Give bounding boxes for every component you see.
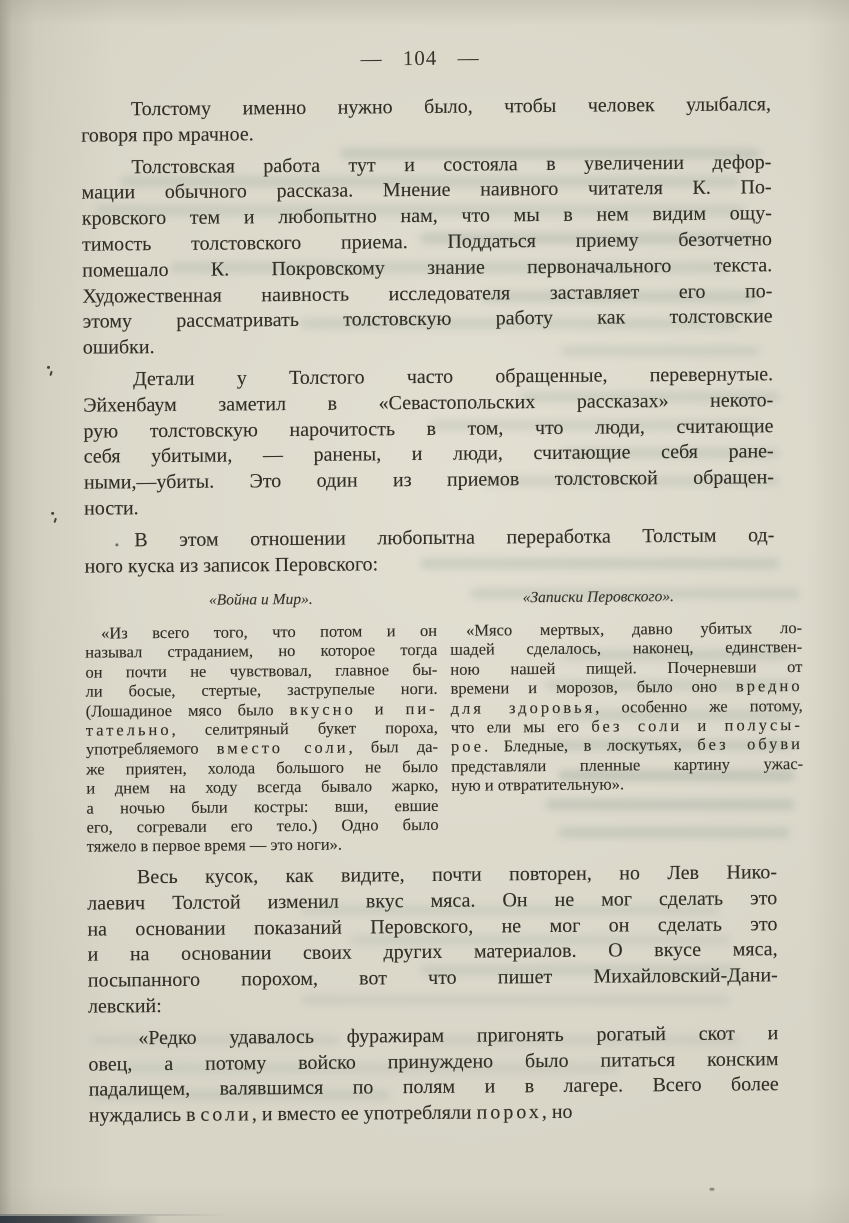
ink-speck	[49, 371, 52, 376]
text-line: ную и отвратительную».	[451, 774, 625, 796]
text-line: падалищем, валявшимся по полям и в лагере. Всего более	[88, 1073, 779, 1101]
ink-speck	[115, 543, 118, 546]
text-line: Детали у Толстого часто обращенные, перевернутые.	[133, 363, 774, 391]
page-number: — 104 —	[360, 45, 480, 71]
ink-speck	[709, 1188, 714, 1191]
paragraph	[88, 1021, 779, 1130]
text-line: и на основании своих других материалов. О вкусе мяса,	[87, 938, 778, 967]
text-line: ошибки.	[82, 336, 155, 359]
text-line: В этом отношении любопытна переработка Толстым од-	[134, 523, 775, 551]
ink-speck	[47, 366, 50, 369]
text-line: Толстому именно нужно было, чтобы человек улыбался,	[130, 93, 772, 121]
text-line: ности.	[84, 497, 139, 520]
text-line: «Редко удавалось фуражирам пригонять рогатый скот и	[138, 1021, 779, 1050]
text-line: ными,—убиты. Это один из приемов толстовской обращен-	[83, 466, 774, 494]
quote-column-title-perovsky-notes: «Записки Перовского».	[522, 588, 675, 607]
text-line: и днем на ходу всегда бывало жарко,	[86, 776, 439, 798]
intro-text-block	[81, 92, 775, 580]
text-line: называл страданием, но которое тогда	[85, 640, 438, 663]
text-line: что ели мы его без соли и полусы-	[450, 715, 803, 737]
text-line: помешало К. Покровскому знание первоначального текста.	[82, 254, 773, 282]
text-line: «Из всего того, что потом и он	[101, 620, 438, 643]
paragraph	[81, 92, 771, 149]
text-line: Художественная наивность исследователя заставляет его по-	[82, 279, 773, 308]
text-line: Эйхенбаум заметил в «Севастопольских рассказах» некото-	[83, 388, 774, 417]
text-line: времени и морозов, было оно вредно	[450, 676, 803, 698]
text-line: ною нашей пищей. Почерневши от	[450, 656, 803, 679]
text-line: он почти не чувствовал, главное бы-	[85, 659, 438, 682]
text-line: «Мясо мертвых, давно убитых ло-	[466, 617, 803, 640]
text-line: а ночью были костры: вши, евшие	[86, 795, 439, 818]
text-line: (Лошадиное мясо было вкусно и пи-	[85, 698, 438, 721]
text-line: нуждались в соли, и вместо ее употребляли порох, но	[88, 1100, 573, 1127]
paragraph	[87, 860, 778, 1020]
text-line: овец, а потому войско принуждено было питаться конским	[88, 1047, 779, 1076]
text-line: этому рассматривать толстовскую работу как толстовские	[82, 305, 773, 334]
paragraph	[81, 150, 773, 362]
ink-speck	[51, 512, 54, 515]
text-line: кровского тем и любопытно нам, что мы в нем видим ощу-	[81, 202, 772, 230]
text-line: ли босые, стертые, заструпелые ноги.	[85, 679, 438, 701]
text-line: употребляемого вместо соли, был да-	[85, 737, 439, 760]
text-line: его, согревали его тело.) Одно было	[86, 814, 439, 837]
text-line: тимость толстовского приема. Поддаться приему безотчетно	[81, 228, 773, 256]
quote-column-war-and-peace	[85, 621, 439, 857]
text-line: говоря про мрачное.	[81, 123, 254, 147]
text-line: тяжело в первое время — это ноги».	[86, 835, 343, 857]
quote-column-title-war-and-peace: «Война и Мир».	[208, 590, 313, 609]
text-line: Толстовская работа тут и состояла в увеличении дефор-	[131, 150, 772, 178]
text-line: себя убитыми, — ранены, и люди, считающие себя ране-	[83, 440, 774, 468]
text-line: мации обычного рассказа. Мнение наивного читателя К. По-	[81, 176, 772, 205]
paragraph	[85, 621, 439, 857]
text-line: представляли пленные картину ужас-	[451, 753, 804, 776]
paragraph	[83, 362, 774, 522]
text-line: для здоровья, особенно же потому,	[450, 695, 803, 718]
text-line: левский:	[87, 995, 162, 1018]
scan-edge-shadow	[0, 1216, 160, 1223]
text-line: же приятен, холода большого не было	[86, 756, 439, 779]
text-line: рое. Бледные, в лоскутьях, без обуви	[450, 734, 804, 757]
paragraph	[84, 523, 774, 580]
text-line: шадей сделалось, наконец, единствен-	[450, 637, 803, 660]
ink-speck	[53, 518, 57, 523]
outro-text-block	[87, 860, 779, 1129]
text-line: посыпанного порохом, вот что пишет Михайловский-Дани-	[87, 964, 778, 992]
text-line: лаевич Толстой изменил вкус мяса. Он не мог сделать это	[87, 887, 778, 915]
text-line: рую толстовскую нарочитость в том, что люди, считающие	[83, 414, 774, 443]
quote-column-perovsky-notes	[450, 618, 803, 795]
text-line: на основании показаний Перовского, не мог он сделать это	[87, 912, 778, 941]
text-line: ного куска из записок Перовского:	[84, 552, 379, 578]
text-line: Весь кусок, как видите, почти повторен, но Лев Нико-	[136, 861, 778, 889]
paragraph	[450, 618, 803, 795]
text-line: тательно, селитряный букет пороха,	[85, 717, 438, 740]
